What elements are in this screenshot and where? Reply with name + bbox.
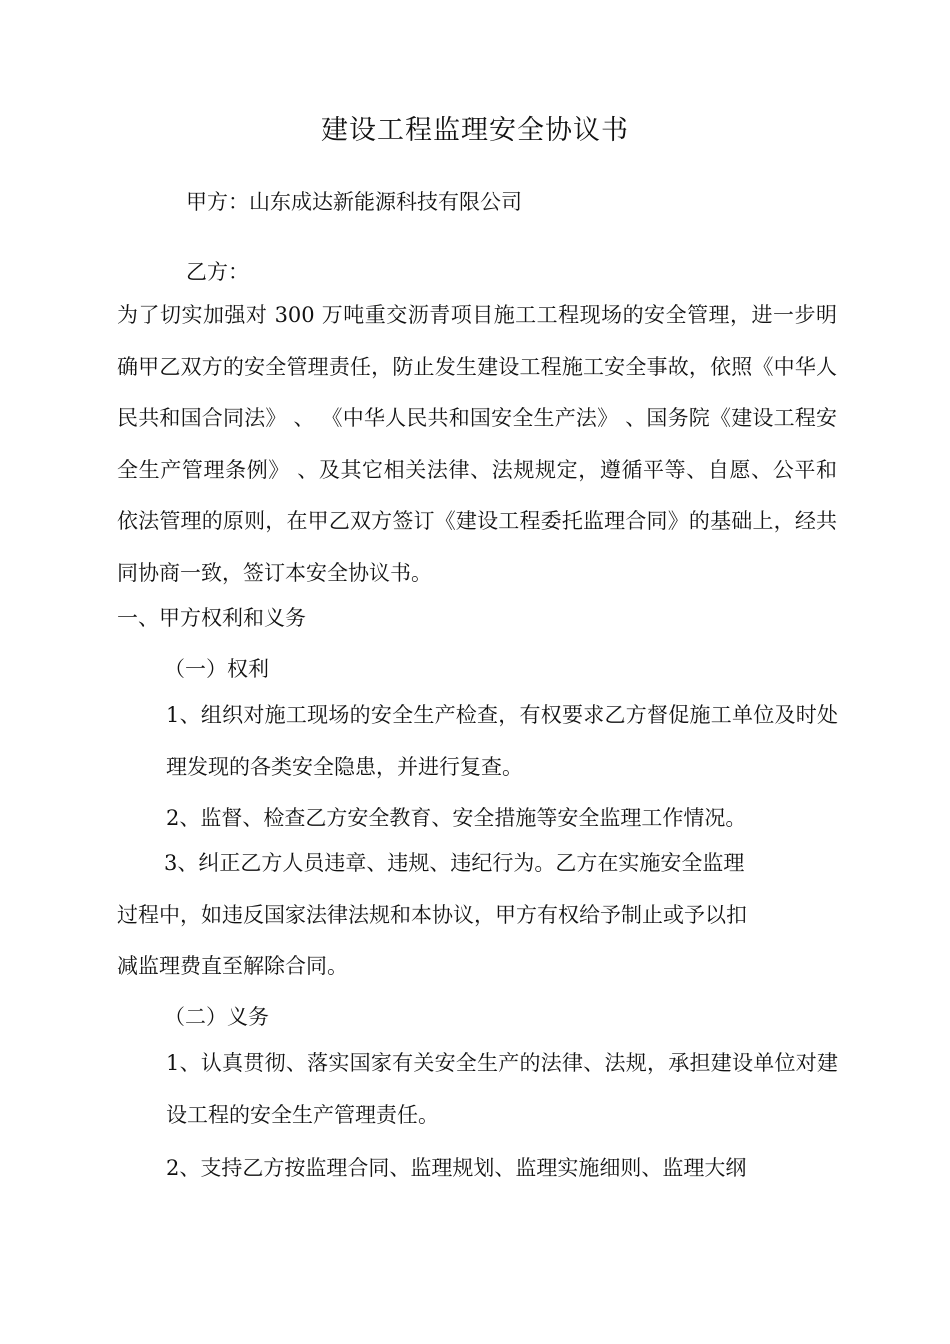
right-item-3-line-1: 3、纠正乙方人员违章、违规、违纪行为。乙方在实施安全监理: [164, 851, 745, 875]
rights-heading: （一）权利: [164, 657, 269, 681]
intro-paragraph: 为了切实加强对 300 万吨重交沥青项目施工工程现场的安全管理，进一步明确甲乙双方的安全管理责任，防止发生建设工程施工安全事故，依照《中华人民共和国合同法》 、 《中华人民共和国安全生产法》 、国务院《建设工程安全生产管理条例》 、及其它相关法律、法规规定，遵循平等、自愿、公平和依法管理的原则，在甲乙双方签订《建设工程委托监理合同》的基础上，经共同协商一致，签订本安全协议书。: [117, 303, 837, 585]
party-a: 甲方：山东成达新能源科技有限公司: [186, 190, 522, 214]
right-item-2: 2、监督、检查乙方安全教育、安全措施等安全监理工作情况。: [166, 806, 747, 830]
duty-item-1: 1、认真贯彻、落实国家有关安全生产的法律、法规，承担建设单位对建设工程的安全生产管理责任。: [166, 1051, 838, 1127]
duty-item-2: 2、支持乙方按监理合同、监理规划、监理实施细则、监理大纲: [166, 1156, 747, 1180]
right-item-3-line-2: 过程中，如违反国家法律法规和本协议，甲方有权给予制止或予以扣: [117, 902, 747, 927]
party-b: 乙方：: [186, 260, 249, 284]
document-title: 建设工程监理安全协议书: [321, 115, 629, 146]
right-item-1: 1、组织对施工现场的安全生产检查，有权要求乙方督促施工单位及时处理发现的各类安全隐患，并进行复查。: [166, 703, 838, 779]
right-item-3: [117, 838, 807, 993]
right-item-3-line-3: 减监理费直至解除合同。: [117, 954, 348, 978]
duties-heading: （二）义务: [164, 1005, 269, 1029]
section-1-heading: 一、甲方权利和义务: [117, 606, 306, 630]
